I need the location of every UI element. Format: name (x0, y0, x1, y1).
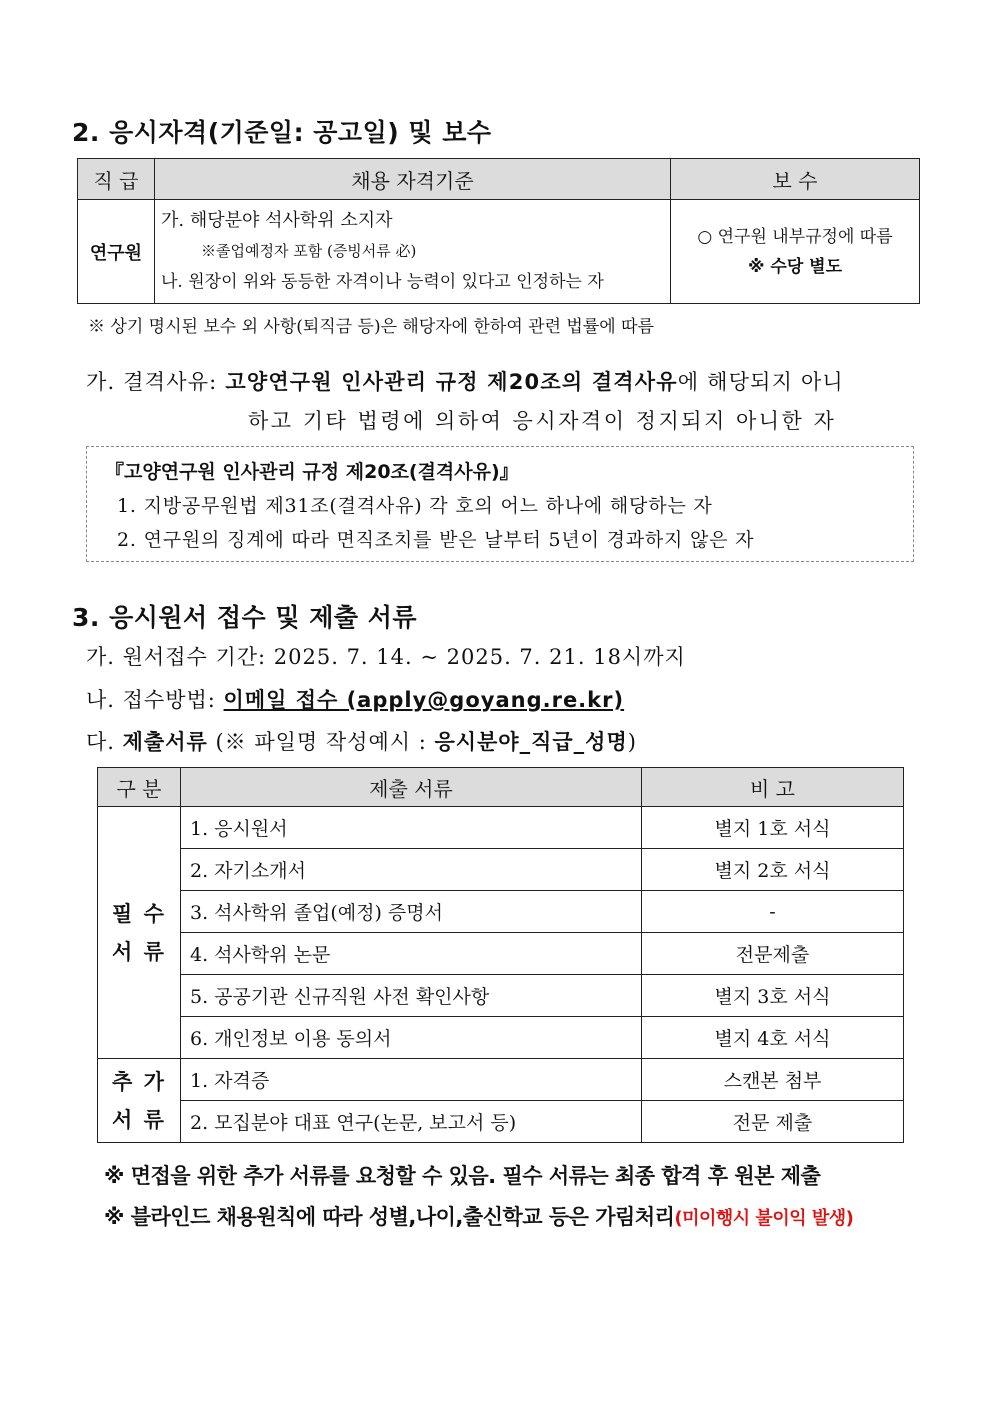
position-cell: 연구원 (78, 200, 155, 304)
disqual-line-1 (86, 366, 926, 396)
group-required-line-2: 서 류 (112, 939, 166, 964)
pay-line-1: ○ 연구원 내부규정에 따름 (697, 226, 893, 247)
table-row (98, 1059, 904, 1101)
bottom-note-2-line (104, 1201, 853, 1231)
bottom-note-2: ※ 블라인드 채용원칙에 따라 성별,나이,출신학교 등은 가림처리 (104, 1205, 675, 1229)
application-period: 가. 원서접수 기간: 2025. 7. 14. ~ 2025. 7. 21. 18시까지 (86, 645, 686, 669)
remark-cell: 스캔본 첨부 (642, 1059, 904, 1101)
header-criteria: 채용 자격기준 (155, 159, 671, 200)
documents-table (97, 767, 904, 1143)
remark-cell: - (642, 891, 904, 933)
doc-cell: 2. 모집분야 대표 연구(논문, 보고서 등) (181, 1101, 642, 1143)
rule-box-item-2: 2. 연구원의 징계에 따라 면직조치를 받은 날부터 5년이 경과하지 않은 자 (117, 529, 755, 551)
header-position: 직 급 (78, 159, 155, 200)
table-row (98, 849, 904, 891)
group-additional-line-1: 추 가 (112, 1069, 166, 1094)
rule-box-item-1: 1. 지방공무원법 제31조(결격사유) 각 호의 어느 하나에 해당하는 자 (117, 495, 713, 517)
remark-cell: 별지 4호 서식 (642, 1017, 904, 1059)
bottom-note-red: (미이행시 불이익 발생) (674, 1208, 854, 1229)
criteria-line-3: 나. 원장이 위와 동등한 자격이나 능력이 있다고 인정하는 자 (161, 272, 604, 292)
docs-line (86, 726, 637, 756)
docs-prefix: 다. (86, 730, 123, 754)
doc-cell: 3. 석사학위 졸업(예정) 증명서 (181, 891, 642, 933)
pay-footnote: ※ 상기 명시된 보수 외 사항(퇴직금 등)은 해당자에 한하여 관련 법률에 따름 (88, 317, 654, 337)
disqual-rule-box (86, 446, 914, 562)
criteria-line-1: 가. 해당분야 석사학위 소지자 (161, 210, 393, 231)
docs-mid: (※ 파일명 작성예시 : (207, 730, 435, 754)
qualification-table (77, 158, 920, 304)
pay-cell (671, 200, 920, 304)
pay-line-2: ※ 수당 별도 (747, 256, 843, 277)
docs-example: 응시분야_직급_성명 (434, 730, 628, 754)
section3-heading: 3. 응시원서 접수 및 제출 서류 (72, 603, 418, 632)
method-email: 이메일 접수 (apply@goyang.re.kr) (223, 688, 625, 712)
doc-cell: 4. 석사학위 논문 (181, 933, 642, 975)
header-documents: 제출 서류 (181, 768, 642, 807)
table-row (98, 807, 904, 849)
remark-cell: 별지 1호 서식 (642, 807, 904, 849)
bottom-note-1: ※ 면접을 위한 추가 서류를 요청할 수 있음. 필수 서류는 최종 합격 후 원본 제출 (104, 1164, 821, 1188)
group-additional-line-2: 서 류 (112, 1107, 166, 1132)
docs-bold: 제출서류 (122, 730, 208, 754)
disqual-suffix: 에 해당되지 아니 (677, 370, 844, 394)
criteria-cell (155, 200, 671, 304)
rule-box-title: 『고양연구원 인사관리 규정 제20조(결격사유)』 (105, 461, 519, 483)
doc-cell: 5. 공공기관 신규직원 사전 확인사항 (181, 975, 642, 1017)
remark-cell: 별지 2호 서식 (642, 849, 904, 891)
section2-heading: 2. 응시자격(기준일: 공고일) 및 보수 (72, 118, 492, 147)
table-row (98, 933, 904, 975)
table-row (98, 891, 904, 933)
group-required-line-1: 필 수 (112, 901, 166, 926)
doc-cell: 1. 응시원서 (181, 807, 642, 849)
doc-cell: 6. 개인정보 이용 동의서 (181, 1017, 642, 1059)
table-row (98, 1017, 904, 1059)
header-pay: 보 수 (671, 159, 920, 200)
remark-cell: 전문제출 (642, 933, 904, 975)
doc-cell: 1. 자격증 (181, 1059, 642, 1101)
table-row (98, 975, 904, 1017)
group-required-label (98, 807, 181, 1059)
header-category: 구 분 (98, 768, 181, 807)
application-method (86, 684, 624, 714)
criteria-line-2: ※졸업예정자 포함 (증빙서류 必) (201, 242, 417, 260)
group-additional-label (98, 1059, 181, 1143)
doc-cell: 2. 자기소개서 (181, 849, 642, 891)
disqual-prefix: 가. 결격사유: (86, 370, 226, 394)
remark-cell: 전문 제출 (642, 1101, 904, 1143)
disqual-line-2: 하고 기타 법령에 의하여 응시자격이 정지되지 아니한 자 (248, 409, 837, 433)
disqual-bold: 고양연구원 인사관리 규정 제20조의 결격사유 (225, 370, 678, 394)
header-remarks: 비 고 (642, 768, 904, 807)
remark-cell: 별지 3호 서식 (642, 975, 904, 1017)
method-prefix: 나. 접수방법: (86, 688, 224, 712)
table-row (98, 1101, 904, 1143)
docs-end: ) (627, 730, 637, 754)
